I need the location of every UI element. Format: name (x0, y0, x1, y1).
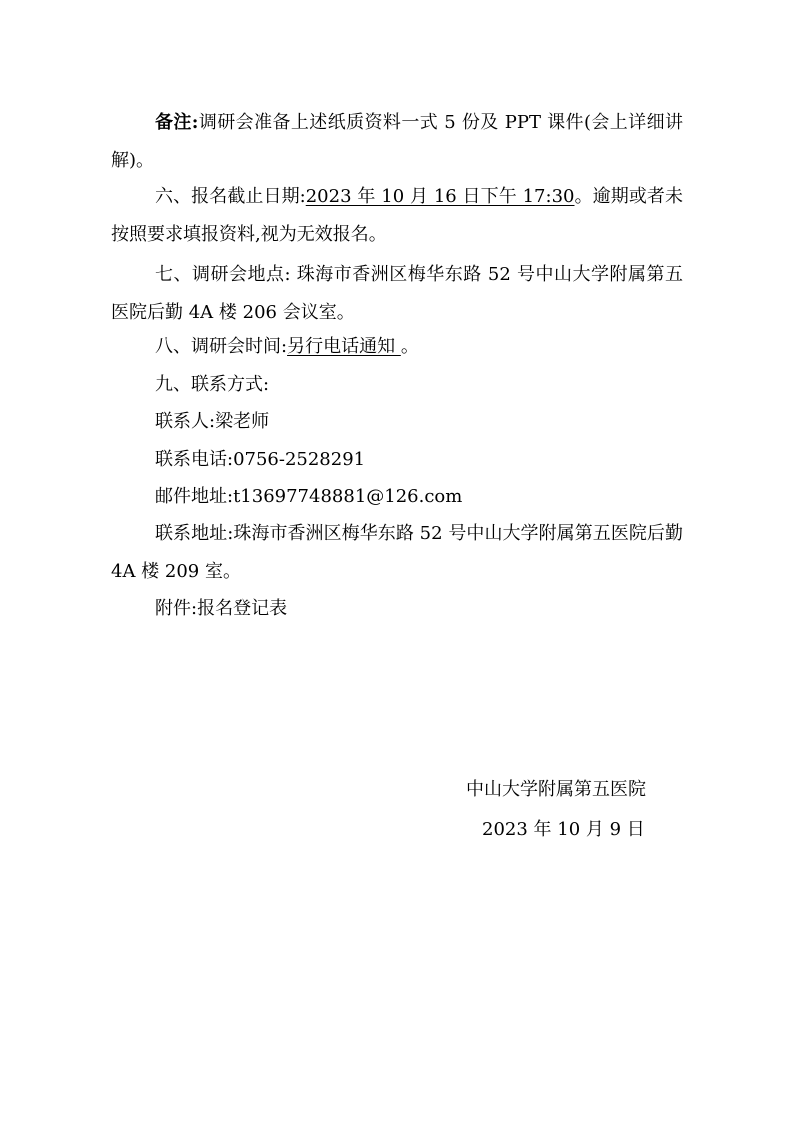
note-paragraph (111, 104, 683, 180)
deadline-value: 2023 年 10 月 16 日下午 17:30 (305, 186, 575, 207)
note-label: 备注: (155, 112, 199, 133)
meeting-time-suffix: 。 (400, 336, 419, 357)
meeting-time-value: 另行电话通知 (287, 336, 401, 357)
contact-person: 联系人:梁老师 (155, 411, 270, 432)
signature-organization: 中山大学附属第五医院 (466, 779, 646, 800)
deadline-label: 六、报名截止日期: (155, 186, 306, 207)
note-text: 调研会准备上述纸质资料一式 5 份及 PPT 课件(会上详细讲解)。 (111, 112, 683, 171)
contact-phone: 联系电话:0756-2528291 (155, 449, 366, 470)
venue-paragraph (111, 256, 683, 332)
deadline-suffix: 。逾期或者未按照要求填报资料,视为无效报名。 (111, 186, 683, 245)
meeting-time-label: 八、调研会时间: (155, 336, 288, 357)
contact-email: 邮件地址:t13697748881@126.com (155, 486, 463, 507)
venue-label: 七、调研会地点: (155, 264, 291, 285)
signature-date: 2023 年 10 月 9 日 (482, 819, 645, 840)
deadline-paragraph (111, 178, 683, 254)
meeting-time-paragraph (111, 328, 683, 366)
contact-heading: 九、联系方式: (155, 374, 270, 395)
contact-address: 联系地址:珠海市香洲区梅华东路 52 号中山大学附属第五医院后勤 4A 楼 209 室。 (111, 523, 683, 582)
venue-value: 珠海市香洲区梅华东路 52 号中山大学附属第五医院后勤 4A 楼 206 会议室。 (111, 264, 683, 323)
attachment-line: 附件:报名登记表 (155, 598, 288, 619)
